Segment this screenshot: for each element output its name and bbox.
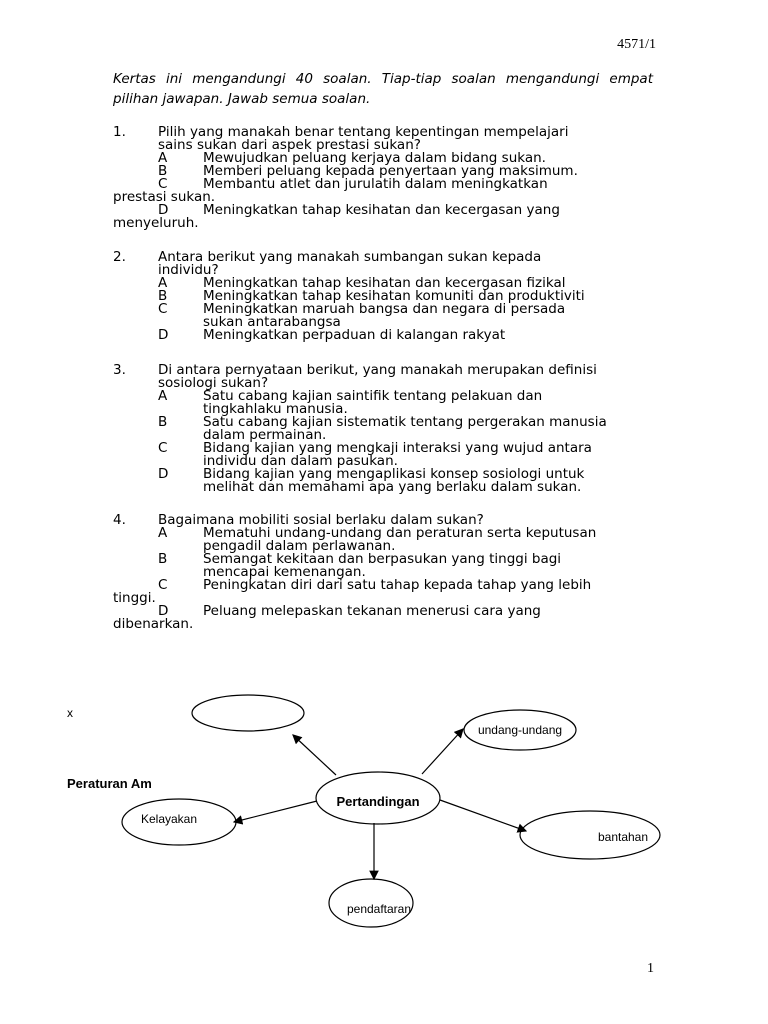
concept-diagram xyxy=(0,680,768,940)
question-4 xyxy=(113,514,658,631)
option-text: melihat dan memahami apa yang berlaku dalam sukan. xyxy=(203,479,582,495)
option-text: pengadil dalam perlawanan. xyxy=(203,538,396,554)
option-letter: D xyxy=(158,466,169,482)
option-text: mencapai kemenangan. xyxy=(203,564,366,580)
arrow-to-undang-undang xyxy=(422,729,463,774)
arrow-to-bantahan xyxy=(440,800,526,831)
option-letter: B xyxy=(158,551,168,567)
arrow-to-kelayakan xyxy=(234,801,317,822)
option-text: Membantu atlet dan jurulatih dalam meningkatkan xyxy=(203,176,548,192)
option-text: Satu cabang kajian sistematik tentang pergerakan manusia xyxy=(203,414,607,430)
question-number: 2. xyxy=(113,249,126,265)
option-text: menyeluruh. xyxy=(113,215,199,231)
option-letter: A xyxy=(158,150,168,166)
question-stem: Bagaimana mobiliti sosial berlaku dalam sukan? xyxy=(158,512,484,528)
option-text: Mewujudkan peluang kerjaya dalam bidang sukan. xyxy=(203,150,546,166)
question-1 xyxy=(113,126,658,230)
option-letter: D xyxy=(158,202,169,218)
question-number: 1. xyxy=(113,124,126,140)
paper-code: 4571/1 xyxy=(617,37,656,52)
option-text: Semangat kekitaan dan berpasukan yang tinggi bagi xyxy=(203,551,562,567)
option-text: Satu cabang kajian saintifik tentang pelakuan dan xyxy=(203,388,543,404)
option-letter: D xyxy=(158,327,169,343)
question-number: 4. xyxy=(113,512,126,528)
option-letter: A xyxy=(158,525,168,541)
option-text: Bidang kajian yang mengaplikasi konsep sosiologi untuk xyxy=(203,466,585,482)
option-text: Memberi peluang kepada penyertaan yang maksimum. xyxy=(203,163,578,179)
option-letter: B xyxy=(158,163,168,179)
question-stem: Pilih yang manakah benar tentang kepentingan mempelajari xyxy=(158,124,569,140)
option-letter: A xyxy=(158,388,168,404)
option-text: tingkahlaku manusia. xyxy=(203,401,348,417)
question-stem: Di antara pernyataan berikut, yang manakah merupakan definisi xyxy=(158,362,597,378)
option-letter: D xyxy=(158,603,169,619)
option-text: Meningkatkan maruah bangsa dan negara di persada xyxy=(203,301,566,317)
question-number: 3. xyxy=(113,362,126,378)
option-text: prestasi sukan. xyxy=(113,189,216,205)
undang-undang-label: undang-undang xyxy=(477,723,563,737)
question-stem: individu? xyxy=(158,262,219,278)
marker-x: x xyxy=(67,706,73,720)
option-text: Meningkatkan perpaduan di kalangan rakyat xyxy=(203,327,506,343)
page-number: 1 xyxy=(647,961,654,976)
option-text: Meningkatkan tahap kesihatan komuniti dan produktiviti xyxy=(203,288,585,304)
question-3 xyxy=(113,364,658,494)
kelayakan-label: Kelayakan xyxy=(140,812,198,826)
option-text: dibenarkan. xyxy=(113,616,194,632)
blank-ellipse xyxy=(192,695,304,731)
option-text: Peningkatan diri dari satu tahap kepada tahap yang lebih xyxy=(203,577,592,593)
option-text: Meningkatkan tahap kesihatan dan kecergasan yang xyxy=(203,202,560,218)
question-2 xyxy=(113,251,658,342)
option-text: tinggi. xyxy=(113,590,156,606)
pendaftaran-label: pendaftaran xyxy=(346,902,412,916)
center-label: Pertandingan xyxy=(336,794,420,809)
option-text: sukan antarabangsa xyxy=(203,314,341,330)
option-text: Meningkatkan tahap kesihatan dan kecergasan fizikal xyxy=(203,275,566,291)
arrow-to-blank xyxy=(293,735,336,775)
option-letter: B xyxy=(158,414,168,430)
option-text: Bidang kajian yang mengkaji interaksi yang wujud antara xyxy=(203,440,592,456)
option-letter: C xyxy=(158,440,168,456)
option-letter: C xyxy=(158,176,168,192)
option-text: dalam permainan. xyxy=(203,427,327,443)
question-stem: sosiologi sukan? xyxy=(158,375,269,391)
option-letter: A xyxy=(158,275,168,291)
option-text: Peluang melepaskan tekanan menerusi cara yang xyxy=(203,603,541,619)
instructions: Kertas ini mengandungi 40 soalan. Tiap-tiap soalan mengandungi empat pilihan jawapan. Jawab semua soalan. xyxy=(113,71,653,107)
option-letter: C xyxy=(158,301,168,317)
bantahan-label: bantahan xyxy=(597,830,649,844)
option-text: individu dan dalam pasukan. xyxy=(203,453,398,469)
question-stem: sains sukan dari aspek prestasi sukan? xyxy=(158,137,421,153)
option-text: Mematuhi undang-undang dan peraturan serta keputusan xyxy=(203,525,597,541)
side-label: Peraturan Am xyxy=(67,776,152,791)
option-letter: B xyxy=(158,288,168,304)
question-stem: Antara berikut yang manakah sumbangan sukan kepada xyxy=(158,249,542,265)
option-letter: C xyxy=(158,577,168,593)
